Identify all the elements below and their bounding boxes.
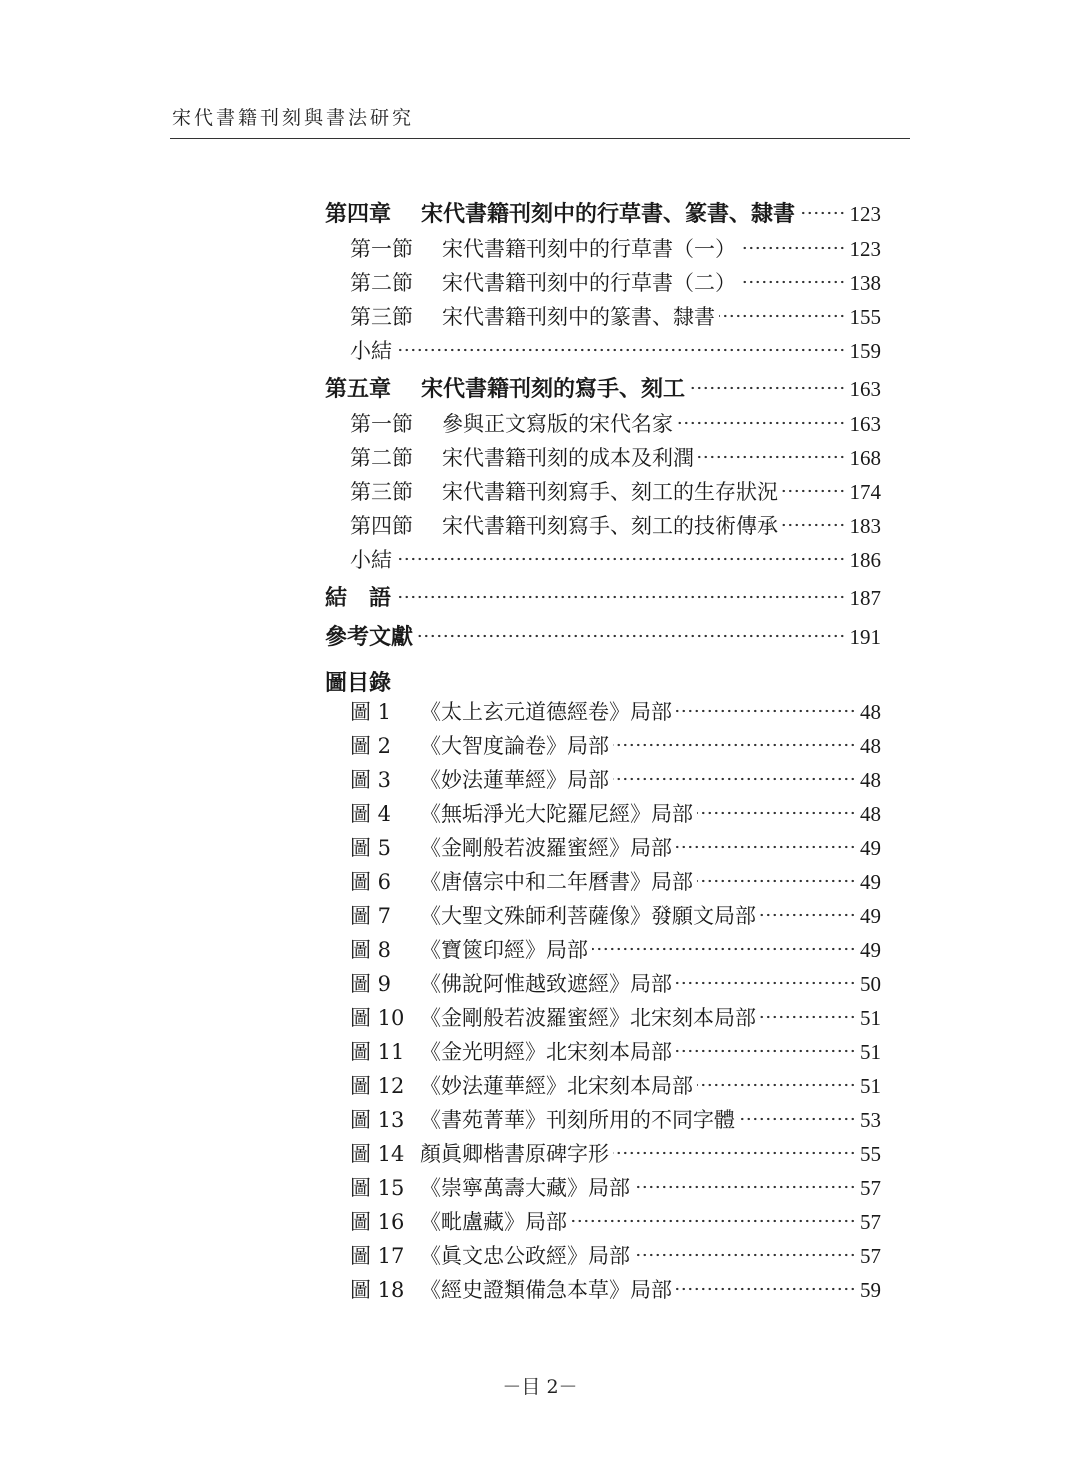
figure-label: 圖 17: [350, 1244, 405, 1268]
figure-title: 《妙法蓮華經》北宋刻本局部: [420, 1074, 693, 1098]
figure-label: 圖 8: [350, 938, 392, 962]
figure-item[interactable]: [350, 974, 881, 995]
figure-title: 《太上玄元道德經卷》局部: [420, 700, 672, 724]
figure-page: 48: [860, 802, 881, 826]
figure-item[interactable]: [350, 940, 881, 961]
figure-page: 49: [860, 836, 881, 860]
figure-label: 圖 7: [350, 904, 392, 928]
toc-chapter-4[interactable]: [325, 203, 881, 225]
figure-label: 圖 1: [350, 700, 392, 724]
toc-section-5-3[interactable]: [350, 482, 881, 503]
toc-title: 小結: [350, 339, 392, 363]
toc-label: 第五章: [325, 376, 392, 402]
figure-page: 51: [860, 1040, 881, 1064]
figure-label: 圖 11: [350, 1040, 405, 1064]
toc-summary-5[interactable]: [350, 550, 881, 571]
figure-title: 顏眞卿楷書原碑字形: [420, 1142, 609, 1166]
figure-label: 圖 2: [350, 734, 392, 758]
leader-dots: [396, 348, 846, 352]
toc-label: 第二節: [350, 271, 413, 295]
figure-item[interactable]: [350, 838, 881, 859]
toc-title: 結 語: [325, 585, 392, 611]
figure-label: 圖 14: [350, 1142, 405, 1166]
figure-label: 圖 4: [350, 802, 392, 826]
figure-page: 48: [860, 768, 881, 792]
toc-section-5-1[interactable]: [350, 414, 881, 435]
toc-title: 宋代書籍刊刻寫手、刻工的生存狀況: [442, 480, 778, 504]
toc-page: 138: [849, 271, 881, 295]
leader-dots: [676, 1287, 856, 1291]
leader-dots: [719, 314, 846, 318]
figure-title: 《金剛般若波羅蜜經》北宋刻本局部: [420, 1006, 756, 1030]
toc-label: 第一節: [350, 412, 413, 436]
toc-page: 183: [849, 514, 881, 538]
toc-title: 小結: [350, 548, 392, 572]
figure-item[interactable]: [350, 906, 881, 927]
figure-page: 57: [860, 1244, 881, 1268]
figure-title: 《佛說阿惟越致遮經》局部: [420, 972, 672, 996]
figure-page: 49: [860, 904, 881, 928]
figure-page: 57: [860, 1210, 881, 1234]
figure-label: 圖 13: [350, 1108, 405, 1132]
toc-title: 參與正文寫版的宋代名家: [442, 412, 673, 436]
toc-label: 第三節: [350, 480, 413, 504]
figure-page: 57: [860, 1176, 881, 1200]
figure-item[interactable]: [350, 1280, 881, 1301]
toc-section-4-1[interactable]: [350, 239, 881, 260]
leader-dots: [740, 280, 846, 284]
figure-title: 《妙法蓮華經》局部: [420, 768, 609, 792]
toc-page: 163: [849, 412, 881, 436]
figure-item[interactable]: [350, 804, 881, 825]
toc-title: 宋代書籍刊刻中的篆書、隸書: [442, 305, 715, 329]
toc-title: 宋代書籍刊刻中的行草書、篆書、隸書: [421, 201, 796, 227]
leader-dots: [396, 557, 846, 561]
leader-dots: [760, 913, 856, 917]
toc-references[interactable]: [325, 626, 881, 648]
leader-dots: [689, 386, 845, 390]
toc-chapter-5[interactable]: [325, 378, 881, 400]
figure-title: 《金剛般若波羅蜜經》局部: [420, 836, 672, 860]
figure-item[interactable]: [350, 1110, 881, 1131]
leader-dots: [760, 1015, 856, 1019]
figure-label: 圖 12: [350, 1074, 405, 1098]
figure-item[interactable]: [350, 1008, 881, 1029]
leader-dots: [676, 709, 856, 713]
toc-label: 第四章: [325, 201, 392, 227]
figure-page: 55: [860, 1142, 881, 1166]
toc-label: 第四節: [350, 514, 413, 538]
page-folio: －目 2－: [502, 1376, 578, 1398]
figure-label: 圖 16: [350, 1210, 405, 1234]
toc-page: 174: [849, 480, 881, 504]
leader-dots: [676, 845, 856, 849]
figure-label: 圖 5: [350, 836, 392, 860]
figure-page: 48: [860, 700, 881, 724]
toc-page: 123: [849, 202, 881, 226]
toc-section-4-2[interactable]: [350, 273, 881, 294]
leader-dots: [799, 211, 845, 215]
leader-dots: [634, 1253, 856, 1257]
figure-item[interactable]: [350, 1212, 881, 1233]
figure-item[interactable]: [350, 872, 881, 893]
toc-page: 168: [849, 446, 881, 470]
toc-page: 159: [849, 339, 881, 363]
figure-item[interactable]: [350, 702, 881, 723]
toc-label: 第二節: [350, 446, 413, 470]
leader-dots: [613, 1151, 856, 1155]
leader-dots: [676, 981, 856, 985]
figure-item[interactable]: [350, 1144, 881, 1165]
figure-label: 圖 10: [350, 1006, 405, 1030]
toc-page: 163: [849, 377, 881, 401]
figure-item[interactable]: [350, 1246, 881, 1267]
figure-title: 《寶篋印經》局部: [420, 938, 588, 962]
figure-title: 《無垢淨光大陀羅尼經》局部: [420, 802, 693, 826]
toc-page: 123: [849, 237, 881, 261]
leader-dots: [782, 523, 846, 527]
toc-page: 186: [849, 548, 881, 572]
running-head: 宋代書籍刊刻與書法研究: [172, 107, 415, 129]
toc-title: 宋代書籍刊刻中的行草書（二）: [442, 271, 736, 295]
toc-title: 宋代書籍刊刻寫手、刻工的技術傳承: [442, 514, 778, 538]
leader-dots: [417, 634, 845, 638]
figure-label: 圖 3: [350, 768, 392, 792]
toc-label: 第一節: [350, 237, 413, 261]
figure-label: 圖 15: [350, 1176, 405, 1200]
figure-title: 《書苑菁華》刊刻所用的不同字體: [420, 1108, 735, 1132]
toc-title: 宋代書籍刊刻的成本及利潤: [442, 446, 694, 470]
toc-page: 191: [849, 625, 881, 649]
figure-title: 《大聖文殊師利菩薩像》發願文局部: [420, 904, 756, 928]
toc-page: 187: [849, 586, 881, 610]
toc-title: 宋代書籍刊刻中的行草書（一）: [442, 237, 736, 261]
figure-title: 《毗盧藏》局部: [420, 1210, 567, 1234]
toc-title: 宋代書籍刊刻的寫手、刻工: [421, 376, 686, 402]
leader-dots: [739, 1117, 856, 1121]
figure-title: 《唐僖宗中和二年曆書》局部: [420, 870, 693, 894]
toc-section-4-3[interactable]: [350, 307, 881, 328]
leader-dots: [676, 1049, 856, 1053]
figure-label: 圖 18: [350, 1278, 405, 1302]
leader-dots: [697, 811, 856, 815]
leader-dots: [592, 947, 856, 951]
figure-item[interactable]: [350, 770, 881, 791]
leader-dots: [634, 1185, 856, 1189]
toc-page: 155: [849, 305, 881, 329]
figure-page: 49: [860, 938, 881, 962]
figure-page: 59: [860, 1278, 881, 1302]
figure-item[interactable]: [350, 1042, 881, 1063]
figure-page: 51: [860, 1074, 881, 1098]
leader-dots: [782, 489, 846, 493]
figure-label: 圖 9: [350, 972, 392, 996]
toc-section-5-2[interactable]: [350, 448, 881, 469]
figure-title: 《崇寧萬壽大藏》局部: [420, 1176, 630, 1200]
toc-section-5-4[interactable]: [350, 516, 881, 537]
leader-dots: [677, 421, 846, 425]
leader-dots: [698, 455, 846, 459]
figure-title: 《經史證類備急本草》局部: [420, 1278, 672, 1302]
leader-dots: [697, 879, 856, 883]
leader-dots: [613, 743, 856, 747]
figure-page: 51: [860, 1006, 881, 1030]
figure-title: 《金光明經》北宋刻本局部: [420, 1040, 672, 1064]
figure-page: 53: [860, 1108, 881, 1132]
figure-item[interactable]: [350, 1178, 881, 1199]
leader-dots: [613, 777, 856, 781]
figure-label: 圖 6: [350, 870, 392, 894]
figure-title: 《大智度論卷》局部: [420, 734, 609, 758]
toc-title: 參考文獻: [325, 624, 414, 650]
toc-conclusion[interactable]: [325, 587, 881, 609]
leader-dots: [571, 1219, 856, 1223]
figures-heading: 圖目錄: [325, 670, 392, 696]
toc-summary-4[interactable]: [350, 341, 881, 362]
figure-page: 50: [860, 972, 881, 996]
leader-dots: [395, 595, 845, 599]
figure-item[interactable]: [350, 736, 881, 757]
figure-item[interactable]: [350, 1076, 881, 1097]
figure-page: 49: [860, 870, 881, 894]
leader-dots: [740, 246, 846, 250]
figure-title: 《眞文忠公政經》局部: [420, 1244, 630, 1268]
toc-label: 第三節: [350, 305, 413, 329]
leader-dots: [697, 1083, 856, 1087]
figure-page: 48: [860, 734, 881, 758]
